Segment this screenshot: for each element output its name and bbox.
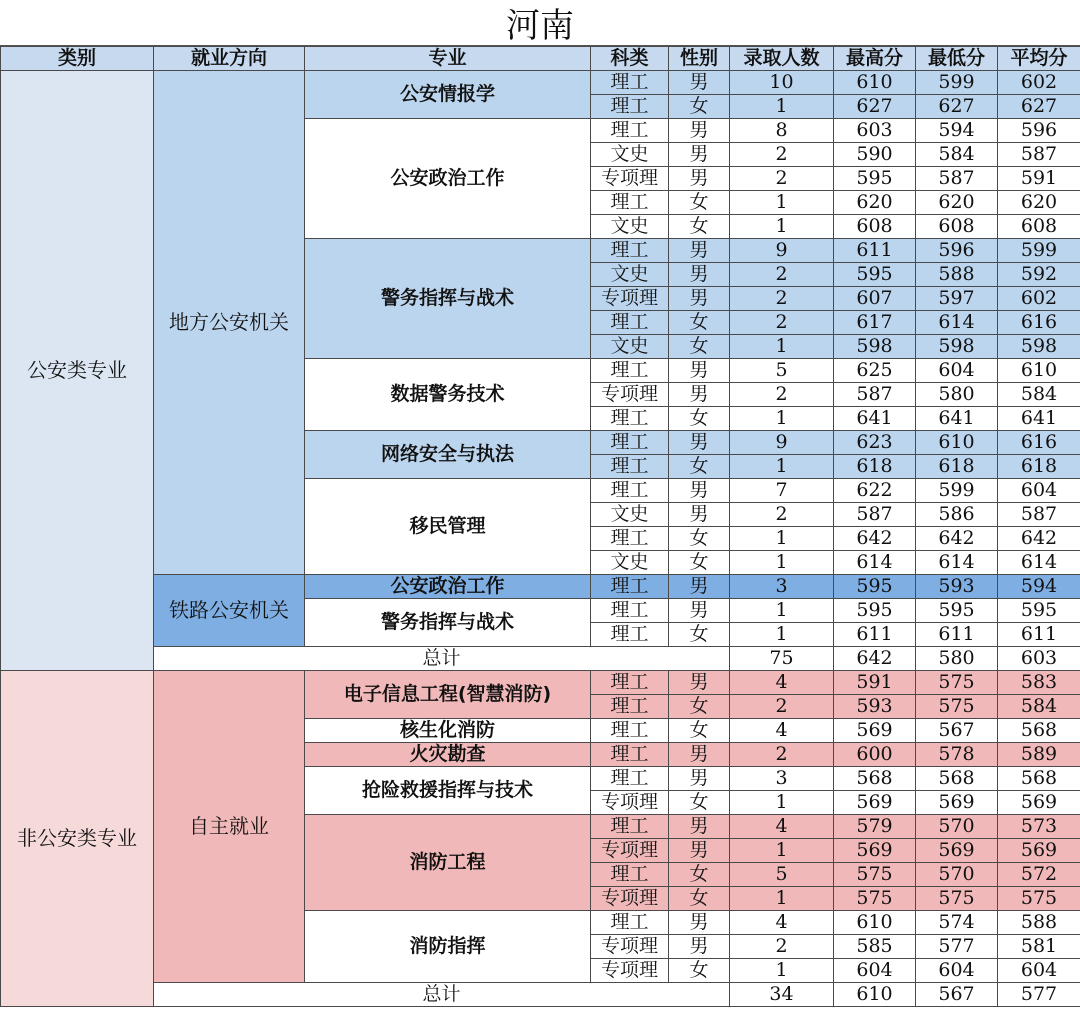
subject-cell: 理工 [591,407,669,431]
avg-score-cell: 604 [998,479,1080,503]
gender-cell: 男 [669,671,730,695]
avg-score-cell: 616 [998,311,1080,335]
gender-cell: 男 [669,143,730,167]
subject-cell: 理工 [591,431,669,455]
min-score-cell: 575 [916,671,998,695]
count-cell: 2 [730,143,834,167]
max-score-cell: 595 [834,575,916,599]
col-header-gender: 性别 [669,47,730,71]
max-score-cell: 598 [834,335,916,359]
category-cell: 公安类专业 [1,71,154,671]
count-cell: 1 [730,623,834,647]
count-cell: 3 [730,575,834,599]
avg-score-cell: 568 [998,719,1080,743]
major-cell: 警务指挥与战术 [305,599,591,647]
gender-cell: 女 [669,959,730,983]
subject-cell: 文史 [591,551,669,575]
count-cell: 1 [730,527,834,551]
major-cell: 消防工程 [305,815,591,911]
min-score-cell: 604 [916,359,998,383]
avg-score-cell: 604 [998,959,1080,983]
gender-cell: 女 [669,791,730,815]
subject-cell: 专项理 [591,167,669,191]
max-score-cell: 569 [834,719,916,743]
count-cell: 2 [730,287,834,311]
avg-score-cell: 614 [998,551,1080,575]
min-score-cell: 595 [916,599,998,623]
max-score-cell: 611 [834,623,916,647]
direction-cell: 地方公安机关 [154,71,305,575]
avg-score-cell: 608 [998,215,1080,239]
subject-cell: 专项理 [591,839,669,863]
avg-score-cell: 642 [998,527,1080,551]
min-score-cell: 627 [916,95,998,119]
min-score-cell: 567 [916,719,998,743]
max-score-cell: 608 [834,215,916,239]
total-row [1,647,1080,671]
avg-score-cell: 620 [998,191,1080,215]
count-cell: 1 [730,215,834,239]
min-score-cell: 642 [916,527,998,551]
gender-cell: 女 [669,623,730,647]
max-score-cell: 590 [834,143,916,167]
max-score-cell: 607 [834,287,916,311]
avg-score-cell: 611 [998,623,1080,647]
avg-score-cell: 573 [998,815,1080,839]
count-cell: 1 [730,839,834,863]
col-header-subject: 科类 [591,47,669,71]
subject-cell: 理工 [591,695,669,719]
major-cell: 移民管理 [305,479,591,575]
col-header-count: 录取人数 [730,47,834,71]
subject-cell: 理工 [591,191,669,215]
gender-cell: 女 [669,455,730,479]
min-score-cell: 569 [916,791,998,815]
min-score-cell: 577 [916,935,998,959]
major-cell: 火灾勘查 [305,743,591,767]
max-score-cell: 593 [834,695,916,719]
max-score-cell: 595 [834,167,916,191]
max-score-cell: 622 [834,479,916,503]
avg-score-cell: 588 [998,911,1080,935]
table-row [1,71,1080,95]
gender-cell: 男 [669,263,730,287]
total-label: 总计 [154,647,730,671]
min-score-cell: 578 [916,743,998,767]
table-row [1,671,1080,695]
total-count-cell: 34 [730,983,834,1007]
avg-score-cell: 599 [998,239,1080,263]
min-score-cell: 588 [916,263,998,287]
max-score-cell: 623 [834,431,916,455]
min-score-cell: 594 [916,119,998,143]
major-cell: 网络安全与执法 [305,431,591,479]
min-score-cell: 568 [916,767,998,791]
table-row [1,575,1080,599]
avg-score-cell: 618 [998,455,1080,479]
page-title: 河南 [0,0,1080,46]
subject-cell: 文史 [591,143,669,167]
avg-score-cell: 591 [998,167,1080,191]
gender-cell: 男 [669,935,730,959]
total-avg-cell: 603 [998,647,1080,671]
min-score-cell: 580 [916,383,998,407]
min-score-cell: 620 [916,191,998,215]
count-cell: 7 [730,479,834,503]
major-cell: 消防指挥 [305,911,591,983]
min-score-cell: 593 [916,575,998,599]
direction-cell: 铁路公安机关 [154,575,305,647]
gender-cell: 女 [669,95,730,119]
max-score-cell: 587 [834,503,916,527]
subject-cell: 理工 [591,575,669,599]
subject-cell: 理工 [591,455,669,479]
subject-cell: 理工 [591,719,669,743]
min-score-cell: 574 [916,911,998,935]
count-cell: 10 [730,71,834,95]
min-score-cell: 570 [916,815,998,839]
subject-cell: 专项理 [591,959,669,983]
min-score-cell: 584 [916,143,998,167]
count-cell: 2 [730,935,834,959]
admissions-table [0,46,1080,1007]
col-header-category: 类别 [1,47,154,71]
count-cell: 1 [730,887,834,911]
max-score-cell: 610 [834,71,916,95]
count-cell: 4 [730,671,834,695]
max-score-cell: 604 [834,959,916,983]
max-score-cell: 591 [834,671,916,695]
subject-cell: 理工 [591,359,669,383]
max-score-cell: 614 [834,551,916,575]
avg-score-cell: 584 [998,695,1080,719]
avg-score-cell: 587 [998,503,1080,527]
count-cell: 1 [730,551,834,575]
max-score-cell: 620 [834,191,916,215]
gender-cell: 女 [669,551,730,575]
max-score-cell: 579 [834,815,916,839]
max-score-cell: 641 [834,407,916,431]
max-score-cell: 569 [834,791,916,815]
major-cell: 公安政治工作 [305,119,591,239]
direction-cell: 自主就业 [154,671,305,983]
subject-cell: 理工 [591,527,669,551]
subject-cell: 理工 [591,767,669,791]
total-count-cell: 75 [730,647,834,671]
count-cell: 4 [730,815,834,839]
subject-cell: 理工 [591,479,669,503]
subject-cell: 理工 [591,95,669,119]
min-score-cell: 586 [916,503,998,527]
col-header-max: 最高分 [834,47,916,71]
col-header-min: 最低分 [916,47,998,71]
col-header-major: 专业 [305,47,591,71]
avg-score-cell: 595 [998,599,1080,623]
count-cell: 1 [730,407,834,431]
max-score-cell: 568 [834,767,916,791]
subject-cell: 理工 [591,863,669,887]
count-cell: 5 [730,863,834,887]
max-score-cell: 587 [834,383,916,407]
total-row [1,983,1080,1007]
gender-cell: 男 [669,503,730,527]
count-cell: 2 [730,383,834,407]
subject-cell: 理工 [591,239,669,263]
avg-score-cell: 602 [998,287,1080,311]
subject-cell: 理工 [591,815,669,839]
count-cell: 4 [730,911,834,935]
gender-cell: 女 [669,215,730,239]
major-cell: 抢险救援指挥与技术 [305,767,591,815]
max-score-cell: 575 [834,863,916,887]
count-cell: 1 [730,599,834,623]
min-score-cell: 611 [916,623,998,647]
avg-score-cell: 568 [998,767,1080,791]
gender-cell: 男 [669,167,730,191]
gender-cell: 女 [669,887,730,911]
subject-cell: 专项理 [591,935,669,959]
count-cell: 3 [730,767,834,791]
avg-score-cell: 602 [998,71,1080,95]
min-score-cell: 597 [916,287,998,311]
major-cell: 公安政治工作 [305,575,591,599]
count-cell: 1 [730,455,834,479]
col-header-avg: 平均分 [998,47,1080,71]
count-cell: 8 [730,119,834,143]
gender-cell: 女 [669,863,730,887]
max-score-cell: 600 [834,743,916,767]
max-score-cell: 603 [834,119,916,143]
gender-cell: 男 [669,383,730,407]
avg-score-cell: 572 [998,863,1080,887]
total-min-cell: 580 [916,647,998,671]
count-cell: 4 [730,719,834,743]
avg-score-cell: 610 [998,359,1080,383]
max-score-cell: 611 [834,239,916,263]
gender-cell: 男 [669,479,730,503]
avg-score-cell: 592 [998,263,1080,287]
major-cell: 公安情报学 [305,71,591,119]
min-score-cell: 618 [916,455,998,479]
major-cell: 警务指挥与战术 [305,239,591,359]
table-body [1,71,1080,1007]
max-score-cell: 627 [834,95,916,119]
subject-cell: 专项理 [591,887,669,911]
gender-cell: 女 [669,335,730,359]
max-score-cell: 595 [834,599,916,623]
total-min-cell: 567 [916,983,998,1007]
gender-cell: 男 [669,239,730,263]
total-label: 总计 [154,983,730,1007]
gender-cell: 女 [669,191,730,215]
avg-score-cell: 641 [998,407,1080,431]
min-score-cell: 604 [916,959,998,983]
count-cell: 2 [730,743,834,767]
subject-cell: 专项理 [591,791,669,815]
subject-cell: 理工 [591,71,669,95]
total-avg-cell: 577 [998,983,1080,1007]
count-cell: 9 [730,431,834,455]
count-cell: 2 [730,695,834,719]
count-cell: 1 [730,959,834,983]
gender-cell: 女 [669,695,730,719]
count-cell: 2 [730,167,834,191]
header-row [1,47,1080,71]
subject-cell: 文史 [591,503,669,527]
subject-cell: 文史 [591,215,669,239]
category-cell: 非公安类专业 [1,671,154,1007]
min-score-cell: 587 [916,167,998,191]
major-cell: 数据警务技术 [305,359,591,431]
avg-score-cell: 583 [998,671,1080,695]
gender-cell: 女 [669,527,730,551]
avg-score-cell: 598 [998,335,1080,359]
max-score-cell: 618 [834,455,916,479]
col-header-direction: 就业方向 [154,47,305,71]
gender-cell: 男 [669,743,730,767]
avg-score-cell: 627 [998,95,1080,119]
max-score-cell: 610 [834,911,916,935]
max-score-cell: 569 [834,839,916,863]
gender-cell: 女 [669,311,730,335]
max-score-cell: 575 [834,887,916,911]
count-cell: 1 [730,191,834,215]
subject-cell: 文史 [591,263,669,287]
subject-cell: 理工 [591,743,669,767]
avg-score-cell: 587 [998,143,1080,167]
gender-cell: 男 [669,359,730,383]
subject-cell: 专项理 [591,383,669,407]
max-score-cell: 595 [834,263,916,287]
gender-cell: 男 [669,815,730,839]
subject-cell: 专项理 [591,287,669,311]
max-score-cell: 642 [834,527,916,551]
subject-cell: 理工 [591,311,669,335]
gender-cell: 男 [669,599,730,623]
min-score-cell: 614 [916,551,998,575]
min-score-cell: 610 [916,431,998,455]
count-cell: 2 [730,263,834,287]
gender-cell: 男 [669,431,730,455]
min-score-cell: 575 [916,887,998,911]
subject-cell: 理工 [591,623,669,647]
min-score-cell: 575 [916,695,998,719]
min-score-cell: 599 [916,479,998,503]
avg-score-cell: 575 [998,887,1080,911]
max-score-cell: 585 [834,935,916,959]
gender-cell: 男 [669,287,730,311]
major-cell: 核生化消防 [305,719,591,743]
avg-score-cell: 569 [998,839,1080,863]
gender-cell: 男 [669,839,730,863]
count-cell: 2 [730,503,834,527]
count-cell: 1 [730,95,834,119]
subject-cell: 理工 [591,599,669,623]
gender-cell: 男 [669,575,730,599]
count-cell: 9 [730,239,834,263]
max-score-cell: 617 [834,311,916,335]
avg-score-cell: 569 [998,791,1080,815]
min-score-cell: 596 [916,239,998,263]
min-score-cell: 614 [916,311,998,335]
min-score-cell: 569 [916,839,998,863]
avg-score-cell: 581 [998,935,1080,959]
avg-score-cell: 596 [998,119,1080,143]
subject-cell: 理工 [591,911,669,935]
count-cell: 1 [730,335,834,359]
subject-cell: 理工 [591,671,669,695]
max-score-cell: 625 [834,359,916,383]
subject-cell: 文史 [591,335,669,359]
major-cell: 电子信息工程(智慧消防) [305,671,591,719]
gender-cell: 男 [669,71,730,95]
gender-cell: 男 [669,911,730,935]
total-max-cell: 642 [834,647,916,671]
avg-score-cell: 589 [998,743,1080,767]
count-cell: 5 [730,359,834,383]
min-score-cell: 570 [916,863,998,887]
gender-cell: 女 [669,719,730,743]
min-score-cell: 598 [916,335,998,359]
gender-cell: 男 [669,767,730,791]
avg-score-cell: 594 [998,575,1080,599]
min-score-cell: 608 [916,215,998,239]
total-max-cell: 610 [834,983,916,1007]
min-score-cell: 599 [916,71,998,95]
avg-score-cell: 584 [998,383,1080,407]
gender-cell: 女 [669,407,730,431]
subject-cell: 理工 [591,119,669,143]
min-score-cell: 641 [916,407,998,431]
count-cell: 2 [730,311,834,335]
avg-score-cell: 616 [998,431,1080,455]
gender-cell: 男 [669,119,730,143]
count-cell: 1 [730,791,834,815]
